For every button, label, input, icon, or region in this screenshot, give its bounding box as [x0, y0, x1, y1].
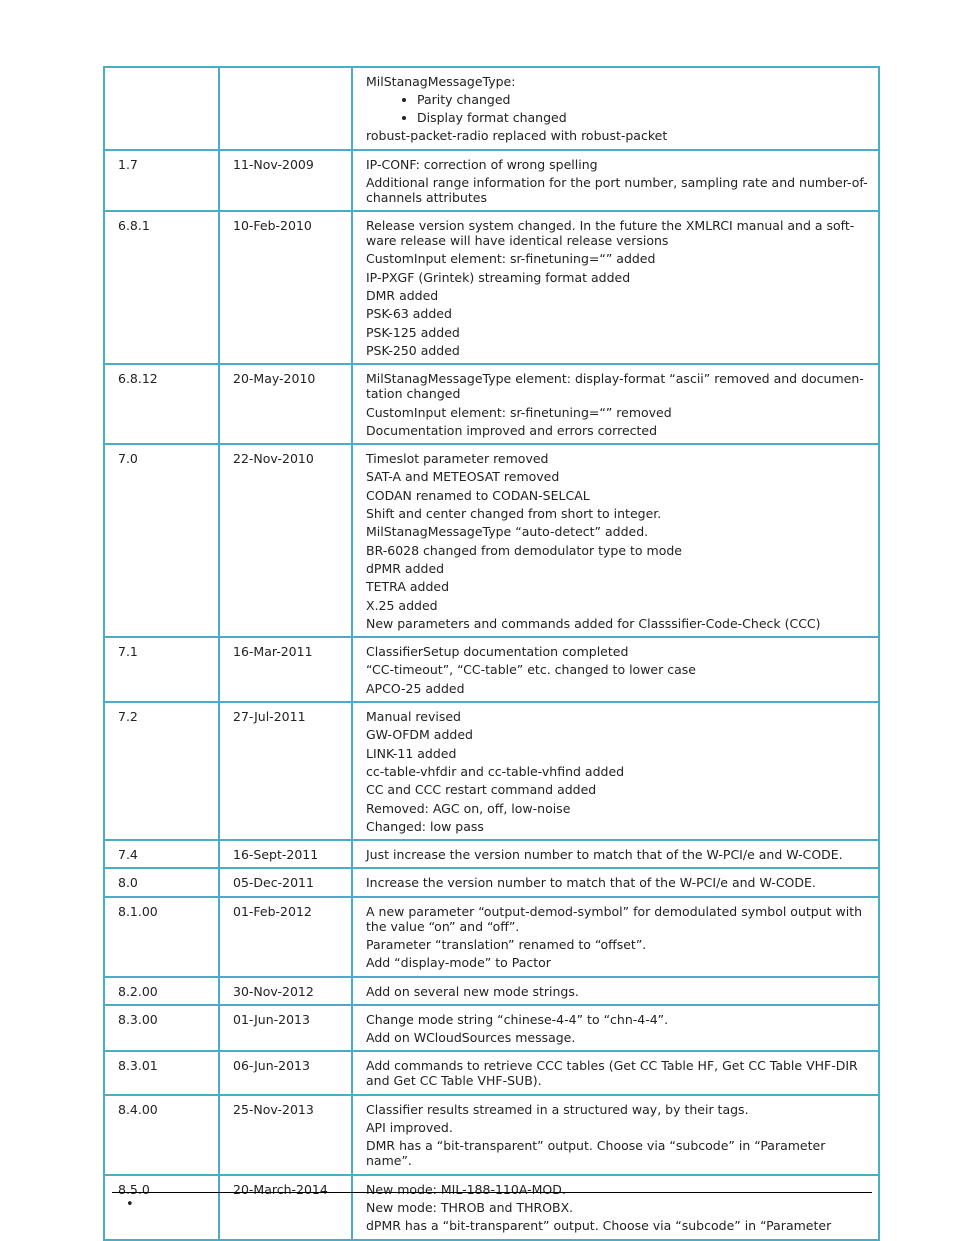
version-cell: 7.2	[104, 702, 219, 840]
changes-cell	[352, 897, 879, 977]
table-row	[104, 1051, 879, 1094]
changes-cell	[352, 868, 879, 896]
change-line: CODAN renamed to CODAN-SELCAL	[366, 487, 590, 503]
change-bullet-list	[366, 92, 868, 125]
table-row	[104, 1005, 879, 1052]
date-cell: 01-Jun-2013	[219, 1005, 352, 1052]
change-line: New parameters and commands added for Classsifier-Code-Check (CCC)	[366, 615, 821, 631]
change-line: Removed: AGC on, off, low-noise	[366, 800, 571, 816]
table-row	[104, 868, 879, 896]
version-cell: 6.8.1	[104, 211, 219, 364]
change-line: DMR has a “bit-transparent” output. Choose via “subcode” in “Parameter name”.	[366, 1138, 826, 1169]
change-line: Add commands to retrieve CCC tables (Get CC Table HF, Get CC Table VHF-DIR and Get CC Table VHF-SUB).	[366, 1058, 858, 1089]
table-row	[104, 67, 879, 150]
change-line: “CC-timeout”, “CC-table” etc. changed to lower case	[366, 662, 696, 678]
date-cell: 06-Jun-2013	[219, 1051, 352, 1094]
change-line: dPMR added	[366, 560, 445, 576]
date-cell: 16-Mar-2011	[219, 637, 352, 702]
date-cell: 11-Nov-2009	[219, 150, 352, 212]
version-cell: 7.0	[104, 444, 219, 637]
version-cell: 7.4	[104, 840, 219, 868]
date-cell: 20-March-2014	[219, 1175, 352, 1240]
date-cell: 05-Dec-2011	[219, 868, 352, 896]
table-row	[104, 364, 879, 444]
date-cell: 27-Jul-2011	[219, 702, 352, 840]
change-line: PSK-250 added	[366, 342, 460, 358]
change-line: MilStanagMessageType element: display-format “ascii” removed and documen-tation changed	[366, 371, 864, 402]
change-line: IP-PXGF (Grintek) streaming format added	[366, 269, 631, 285]
change-line: Classifier results streamed in a structured way, by their tags.	[366, 1101, 749, 1117]
change-line: Timeslot parameter removed	[366, 451, 549, 467]
date-cell	[219, 67, 352, 150]
changes-cell	[352, 1005, 879, 1052]
change-line: GW-OFDM added	[366, 727, 473, 743]
change-line: LINK-11 added	[366, 745, 457, 761]
change-line: Change mode string “chinese-4-4” to “chn-4-4”.	[366, 1011, 669, 1027]
table-row	[104, 150, 879, 212]
change-line: SAT-A and METEOSAT removed	[366, 469, 560, 485]
change-line: TETRA added	[366, 579, 450, 595]
table-row	[104, 444, 879, 637]
change-line: BR-6028 changed from demodulator type to mode	[366, 542, 682, 558]
table-row	[104, 1095, 879, 1175]
table-row	[104, 211, 879, 364]
change-line: CustomInput element: sr-finetuning=“” added	[366, 251, 656, 267]
changes-cell	[352, 364, 879, 444]
change-line: PSK-63 added	[366, 306, 452, 322]
change-line: Manual revised	[366, 709, 461, 725]
change-line: New mode: THROB and THROBX.	[366, 1199, 574, 1215]
version-cell	[104, 67, 219, 150]
change-bullet: • Display format changed	[417, 110, 868, 125]
changes-cell	[352, 637, 879, 702]
table-row	[104, 702, 879, 840]
version-cell: 7.1	[104, 637, 219, 702]
version-cell: 8.3.01	[104, 1051, 219, 1094]
change-line: A new parameter “output-demod-symbol” for demodulated symbol output with the value “on” and “off”.	[366, 903, 863, 934]
revision-history-table	[103, 66, 880, 1241]
changes-cell	[352, 444, 879, 637]
changes-cell	[352, 150, 879, 212]
table-row	[104, 1175, 879, 1240]
change-line: robust-packet-radio replaced with robust-packet	[366, 128, 668, 144]
change-line: cc-table-vhfdir and cc-table-vhfind added	[366, 763, 625, 779]
version-cell: 8.4.00	[104, 1095, 219, 1175]
change-line: IP-CONF: correction of wrong spelling	[366, 156, 598, 172]
change-line: Documentation improved and errors corrected	[366, 422, 658, 438]
change-line: APCO-25 added	[366, 680, 465, 696]
change-line: API improved.	[366, 1120, 453, 1136]
change-line: Increase the version number to match that of the W-PCI/e and W-CODE.	[366, 875, 816, 891]
change-line: Parameter “translation” renamed to “offset”.	[366, 936, 647, 952]
change-line: dPMR has a “bit-transparent” output. Choose via “subcode” in “Parameter	[366, 1218, 832, 1234]
change-line: Release version system changed. In the future the XMLRCI manual and a soft-ware release will have identical release versions	[366, 218, 855, 249]
change-line: Changed: low pass	[366, 818, 484, 834]
table-row	[104, 637, 879, 702]
change-line: MilStanagMessageType “auto-detect” added.	[366, 524, 649, 540]
change-line: X.25 added	[366, 597, 438, 613]
changes-cell	[352, 211, 879, 364]
change-line: Add “display-mode” to Pactor	[366, 955, 551, 971]
table-row	[104, 977, 879, 1005]
change-line: Add on WCloudSources message.	[366, 1030, 576, 1046]
change-bullet: • Parity changed	[417, 92, 868, 107]
change-line: Just increase the version number to match that of the W-PCI/e and W-CODE.	[366, 847, 843, 863]
date-cell: 30-Nov-2012	[219, 977, 352, 1005]
date-cell: 22-Nov-2010	[219, 444, 352, 637]
table-row	[104, 840, 879, 868]
change-line: Shift and center changed from short to integer.	[366, 506, 662, 522]
change-line: CC and CCC restart command added	[366, 782, 597, 798]
version-cell: 8.1.00	[104, 897, 219, 977]
date-cell: 01-Feb-2012	[219, 897, 352, 977]
version-cell: 8.3.00	[104, 1005, 219, 1052]
version-cell: 1.7	[104, 150, 219, 212]
change-line: DMR added	[366, 288, 439, 304]
changes-cell	[352, 1095, 879, 1175]
changes-cell	[352, 977, 879, 1005]
change-line: ClassifierSetup documentation completed	[366, 644, 629, 660]
change-line: New mode: MIL-188-110A-MOD.	[366, 1181, 566, 1197]
version-cell: 8.5.0	[104, 1175, 219, 1240]
version-cell: 8.2.00	[104, 977, 219, 1005]
date-cell: 10-Feb-2010	[219, 211, 352, 364]
change-line: CustomInput element: sr-finetuning=“” removed	[366, 404, 672, 420]
date-cell: 20-May-2010	[219, 364, 352, 444]
change-line: Additional range information for the port number, sampling rate and number-of-channels attributes	[366, 174, 868, 205]
change-line: MilStanagMessageType:	[366, 74, 516, 89]
footer-rule	[112, 1192, 872, 1193]
version-cell: 6.8.12	[104, 364, 219, 444]
changes-cell	[352, 1051, 879, 1094]
change-line: PSK-125 added	[366, 324, 460, 340]
date-cell: 25-Nov-2013	[219, 1095, 352, 1175]
changes-cell	[352, 840, 879, 868]
date-cell: 16-Sept-2011	[219, 840, 352, 868]
change-line: Add on several new mode strings.	[366, 983, 579, 999]
changes-cell	[352, 1175, 879, 1240]
changes-cell	[352, 702, 879, 840]
changes-cell	[352, 67, 879, 150]
footer-bullet: •	[126, 1197, 134, 1212]
table-row	[104, 897, 879, 977]
version-cell: 8.0	[104, 868, 219, 896]
